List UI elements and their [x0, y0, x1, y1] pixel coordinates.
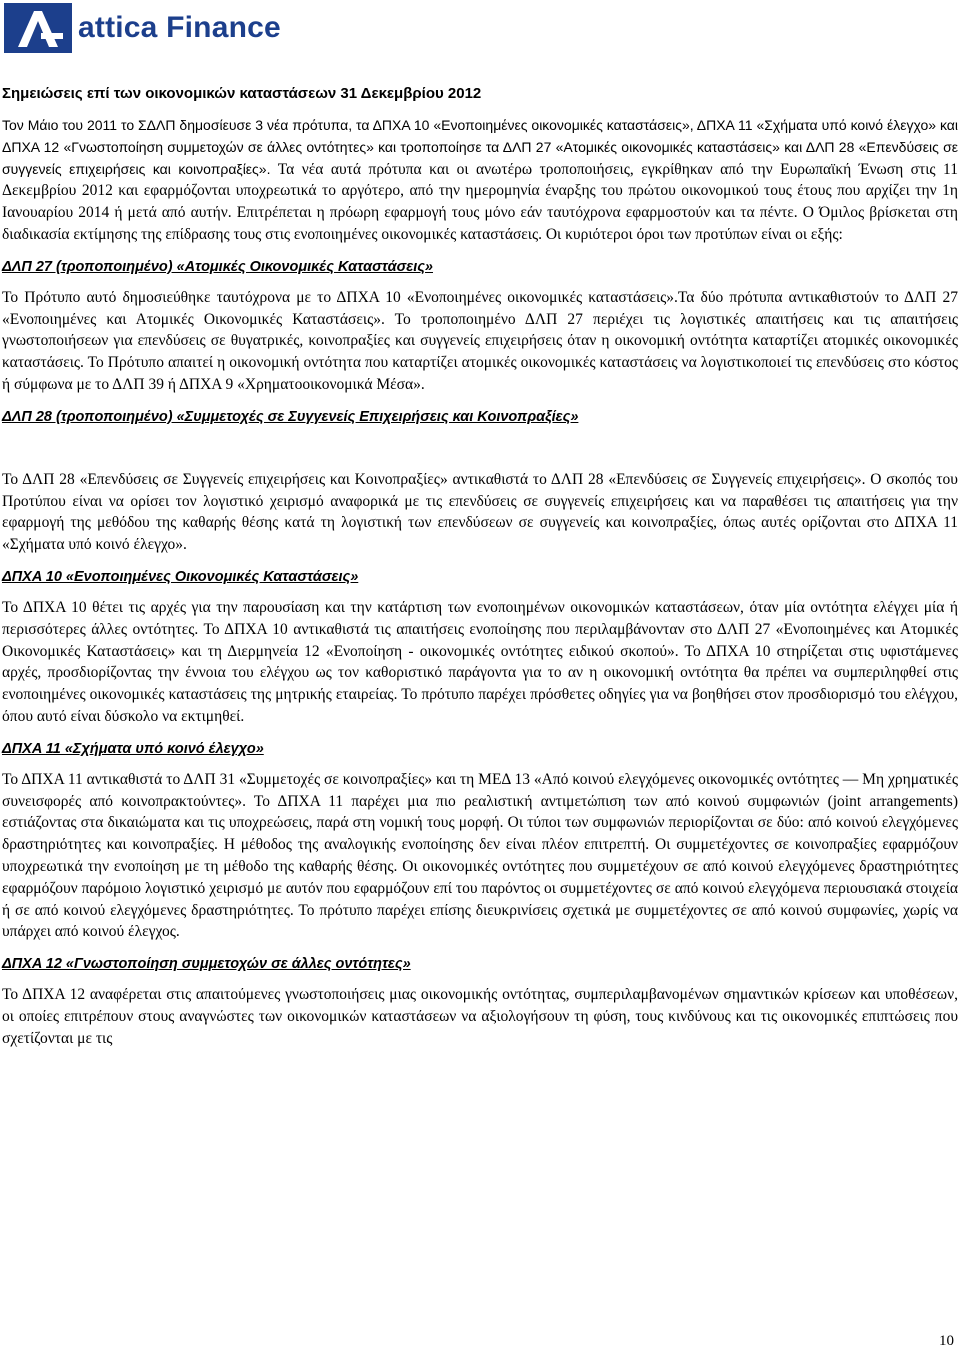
- section-body-ias27: Το Πρότυπο αυτό δημοσιεύθηκε ταυτόχρονα με το ΔΠΧΑ 10 «Ενοποιημένες οικονομικές καταστάσεις».Τα δύο πρότυπα αντικαθιστούν το ΔΛΠ 27 «Ενοποιημένες και Ατομικές Οικονομικές Καταστάσεις». Το τροποποιημένο ΔΛΠ 27 περιέχει τις λογιστικές απαιτήσεις και τις απαιτήσεις γνωστοποιήσεων για επενδύσεις σε θυγατρικές, κοινοπραξίες και συγγενείς επιχειρήσεις όταν η οικονομική οντότητα καταρτίζει ατομικές οικονομικές καταστάσεις. Το Πρότυπο απαιτεί η οικονομική οντότητα που καταρτίζει ατομικές οικονομικές καταστάσεις να λογιστικοποιεί τις επενδύσεις στο κόστος ή σύμφωνα με το ΔΛΠ 39 ή ΔΠΧΑ 9 «Χρηματοοικονομικά Μέσα».: [2, 288, 958, 393]
- logo-text: attica Finance: [78, 11, 281, 44]
- section-body-ifrs11: Το ΔΠΧΑ 11 αντικαθιστά το ΔΛΠ 31 «Συμμετοχές σε κοινοπραξίες» και τη ΜΕΔ 13 «Από κοινού ελεγχόμενες οικονομικές οντότητες — Μη χρηματικές συνεισφορές από κοινοπρακτούντες». Το ΔΠΧΑ 11 παρέχει μια πιο ρεαλιστική αντιμετώπιση των από κοινού συμφωνιών (joint arrangements) εστιάζοντας στα δικαιώματα και τις υποχρεώσεις, παρά στη νομική τους μορφή. Οι τύποι των συμφωνιών περιορίζονται σε δύο: από κοινού ελεγχόμενες δραστηριότητες και κοινοπραξίες. Η μέθοδος της αναλογικής ενοποίησης δεν είναι πλέον επιτρεπτή. Οι συμμετέχοντες σε κοινοπραξίες εφαρμόζουν υποχρεωτικά την ενοποίηση με τη μέθοδο της καθαρής θέσης. Οι οικονομικές οντότητες που συμμετέχουν σε από κοινού ελεγχόμενες δραστηριότητες εφαρμόζουν παρόμοιο λογιστικό χειρισμό με αυτόν που εφαρμόζουν επί του παρόντος οι συμμετέχοντες σε από κοινού ελεγχόμενα περιουσιακά στοιχεία ή σε από κοινού ελεγχόμενες δραστηριότητες. Το πρότυπο παρέχει επίσης διευκρινίσεις σχετικά με συμμετέχοντες σε από κοινού συμφωνίες, χωρίς να υπάρχει από κοινού έλεγχος.: [2, 770, 958, 941]
- attica-logo-icon: [4, 3, 72, 53]
- page-title: Σημειώσεις επί των οικονομικών καταστάσεων 31 Δεκεμβρίου 2012: [2, 85, 482, 102]
- company-logo: [4, 0, 281, 56]
- section-body-ias28: Το ΔΛΠ 28 «Επενδύσεις σε Συγγενείς επιχειρήσεις και Κοινοπραξίες» αντικαθιστά το ΔΛΠ 28 «Επενδύσεις σε Συγγενείς επιχειρήσεις». Ο σκοπός του Προτύπου είναι να ορίσει τον λογιστικό χειρισμό αναφορικά με τις επενδύσεις σε συγγενείς επιχειρήσεις και να παραθέσει τις απαιτήσεις για την εφαρμογή της μεθόδου της καθαρής θέσης κατά τη λογιστική των επενδύσεων σε συγγενείς και κοινοπραξίες, όπως αυτές ορίζονται στο ΔΠΧΑ 11 «Σχήματα υπό κοινό έλεγχο».: [2, 470, 958, 554]
- section-heading-ias27: ΔΛΠ 27 (τροποποιημένο) «Ατομικές Οικονομικές Καταστάσεις»: [2, 258, 433, 275]
- section-heading-ias28: ΔΛΠ 28 (τροποποιημένο) «Συμμετοχές σε Συγγενείς Επιχειρήσεις και Κοινοπραξίες»: [2, 408, 579, 425]
- document-body: [2, 84, 958, 1050]
- section-heading-ifrs11: ΔΠΧΑ 11 «Σχήματα υπό κοινό έλεγχο»: [2, 740, 264, 757]
- page-number: 10: [939, 1333, 954, 1349]
- intro-text-part1: Τον Μάιο του 2011 το ΣΔΛΠ δημοσίευσε 3 νέα πρότυπα, τα ΔΠΧΑ 10 «Ενοποιημένες οικονομικές καταστάσεις», ΔΠΧΑ 11 «Σχήματα υπό κοινό έλεγχο» και ΔΠΧΑ 12 «Γνωστοποίηση συμμετοχών σε άλλες οντότητες» και τροποποίησε τα ΔΛΠ 27 «Ατομικές οικονομικές καταστάσεις» και ΔΛΠ 28 «Επενδύσεις σε συγγενείς επιχειρήσεις και κοινοπραξίες».: [2, 117, 958, 177]
- intro-paragraph: [2, 115, 958, 246]
- intro-text-part2: Τα νέα αυτά πρότυπα και οι ανωτέρω τροποποιήσεις, εγκρίθηκαν από την Ευρωπαϊκή Ένωση στις 11 Δεκεμβρίου 2012 και εφαρμόζονται υποχρεωτικά το αργότερο, από την ημερομηνία έναρξης του πρώτου οικονομικού τους έτους που αρχίζει την 1η Ιανουαρίου 2014 ή μετά από αυτήν. Επιτρέπεται η πρόωρη εφαρμογή τους μόνο εάν ταυτόχρονα εφαρμοστούν και τα πέντε. Ο Όμιλος βρίσκεται στη διαδικασία εκτίμησης της επίδρασης τους στις ενοποιημένες οικονομικές καταστάσεις. Οι κυριότεροι όροι των προτύπων είναι οι εξής:: [2, 160, 958, 243]
- section-body-ifrs10: Το ΔΠΧΑ 10 θέτει τις αρχές για την παρουσίαση και την κατάρτιση των ενοποιημένων οικονομικών καταστάσεων, όταν μία οντότητα ελέγχει μία ή περισσότερες άλλες οντότητες. Το ΔΠΧΑ 10 αντικαθιστά τις απαιτήσεις ενοποίησης που περιλαμβάνονταν στο ΔΛΠ 27 «Ενοποιημένες και Ατομικές Οικονομικές Καταστάσεις» και τη Διερμηνεία 12 «Ενοποίηση - οικονομικές οντότητες ειδικού σκοπού». Το ΔΠΧΑ 10 στηρίζεται στις υφιστάμενες αρχές, προσδιορίζοντας την έννοια του ελέγχου ως τον καθοριστικό παράγοντα για το αν η οικονομική οντότητα θα πρέπει να συμπεριληφθεί στις ενοποιημένες οικονομικές καταστάσεις της μητρικής εταιρείας. Το πρότυπο παρέχει πρόσθετες οδηγίες για να βοηθήσει στον προσδιορισμό του ελέγχου, όπου αυτό είναι δύσκολο να εκτιμηθεί.: [2, 598, 958, 725]
- section-heading-ifrs10: ΔΠΧΑ 10 «Ενοποιημένες Οικονομικές Καταστάσεις»: [2, 568, 359, 585]
- section-body-ifrs12: Το ΔΠΧΑ 12 αναφέρεται στις απαιτούμενες γνωστοποιήσεις μιας οικονομικής οντότητας, συμπεριλαμβανομένων σημαντικών κρίσεων και υποθέσεων, οι οποίες επιτρέπουν στους αναγνώστες των οικονομικών καταστάσεων να αξιολογήσουν τη φύση, τους κινδύνους και τις οικονομικές επιπτώσεις που σχετίζονται με τις: [2, 986, 958, 1047]
- section-heading-ifrs12: ΔΠΧΑ 12 «Γνωστοποίηση συμμετοχών σε άλλες οντότητες»: [2, 956, 411, 973]
